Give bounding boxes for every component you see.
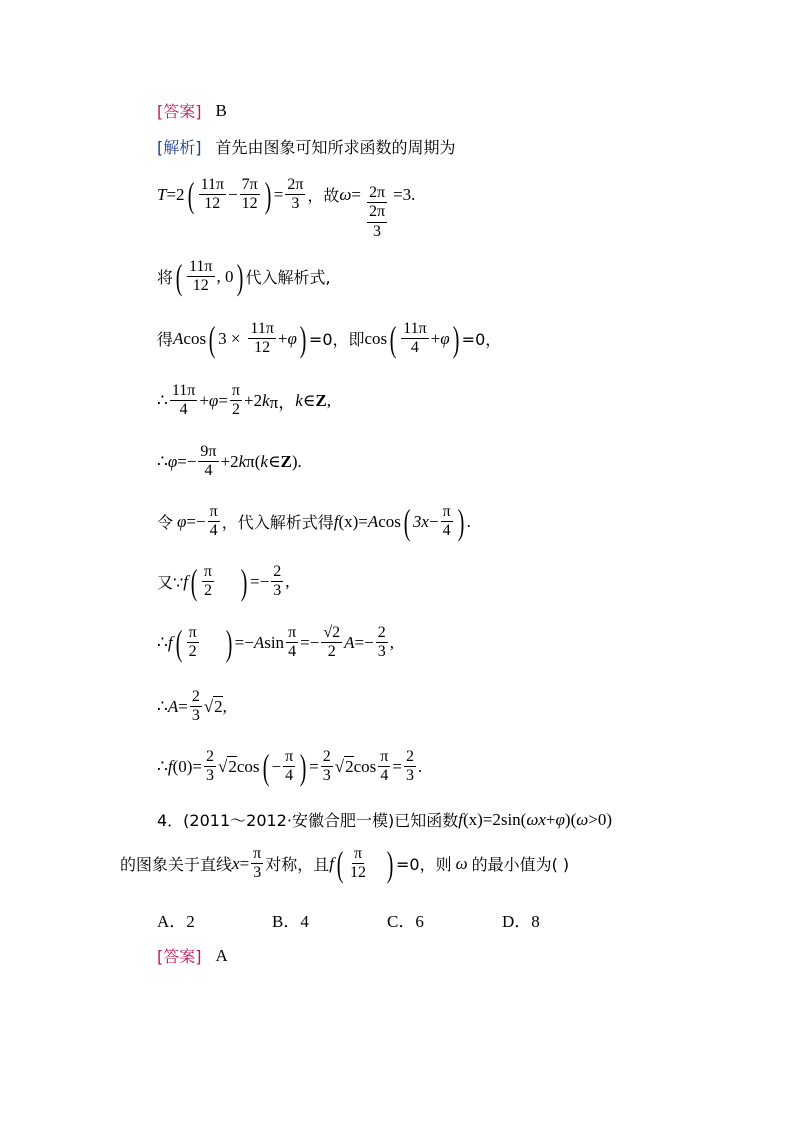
fraction: $\frac{2}{3}$: [191, 688, 200, 725]
text: =0，则: [395, 855, 452, 875]
equals: =: [218, 390, 228, 410]
right-paren: ): [240, 561, 248, 602]
var-A: A: [253, 632, 265, 652]
answer-line: [157, 99, 227, 122]
text: 又∵: [157, 573, 184, 593]
fraction: $\frac{\pi}{2}$: [203, 563, 212, 600]
fraction: $\frac{\pi}{2}$: [231, 382, 240, 419]
plus: +: [545, 809, 556, 829]
options-row: [157, 907, 617, 932]
var-f: f: [458, 809, 463, 829]
func-cos: cos: [353, 756, 377, 776]
equals: =: [392, 756, 402, 776]
var-omega: ω: [339, 184, 352, 204]
fraction: $\frac{\pi}{12}$: [349, 845, 366, 882]
right-paren: ): [225, 622, 232, 663]
let-phi-line: [157, 503, 471, 541]
fraction: $\frac{7\pi}{12}$: [241, 175, 258, 213]
var-A: A: [367, 511, 379, 531]
sqrt-symbol: √: [334, 756, 345, 776]
func-cos: cos: [364, 328, 388, 348]
text: (x)=: [338, 511, 368, 531]
text: >0): [588, 809, 613, 829]
fraction: $\frac{2}{3}$: [205, 748, 214, 785]
func-cos: cos: [183, 328, 207, 348]
fraction: $\frac{\pi}{2}$: [188, 624, 197, 661]
left-paren: (: [175, 622, 182, 663]
option-b: B．4: [272, 912, 309, 931]
text: ，代入解析式得: [221, 513, 334, 533]
option-d: D．8: [502, 912, 540, 931]
therefore-line-2: [157, 443, 302, 481]
equals: =−: [250, 571, 270, 591]
text: 的最小值为( ): [471, 855, 570, 875]
equals: =−: [177, 451, 197, 471]
var-omega: ω: [526, 809, 539, 829]
fraction: $\frac{2}{3}$: [322, 748, 331, 785]
left-paren: (: [403, 501, 411, 542]
sqrt-symbol: √: [203, 696, 214, 716]
equals: =−: [186, 511, 206, 531]
equals: =: [351, 184, 362, 204]
var-A: A: [167, 696, 179, 716]
var-phi: φ: [287, 328, 297, 348]
question-4-line-1: [157, 808, 612, 831]
var-omega: ω: [576, 809, 589, 829]
answer-value: B: [215, 100, 227, 120]
fraction: $\frac{\pi}{4}$: [209, 503, 218, 540]
answer-line-2: [157, 944, 228, 967]
substitute-line: [157, 258, 331, 296]
therefore-symbol: ∴: [157, 390, 168, 410]
text: =0，即: [308, 330, 365, 350]
left-paren: (: [262, 746, 269, 787]
text: (0)=: [172, 756, 202, 776]
text: π(: [246, 451, 261, 471]
fraction: $\frac{2}{3}$: [273, 563, 282, 600]
var-f: f: [329, 853, 334, 873]
equals: =−: [234, 632, 254, 652]
equals-2: =2: [166, 184, 185, 204]
radicand: 2: [228, 757, 237, 777]
text: , 0: [216, 266, 234, 286]
text: ,: [389, 632, 394, 652]
fraction: $\frac{\pi}{4}$: [380, 748, 389, 785]
left-paren: (: [389, 318, 397, 359]
minus: −: [228, 184, 238, 204]
left-paren: (: [336, 843, 344, 884]
question-text: 的图象关于直线: [120, 855, 233, 875]
period-equation: [157, 166, 416, 240]
right-paren: ): [457, 501, 464, 542]
fraction: $\frac{11\pi}{12}$: [189, 258, 213, 295]
text: 令: [157, 513, 174, 533]
equals: =−: [300, 632, 320, 652]
func-sin: sin: [264, 632, 285, 652]
therefore-symbol: ∴: [157, 632, 168, 652]
var-A: A: [173, 328, 184, 348]
text: +2: [243, 390, 263, 410]
text: ,: [222, 696, 227, 716]
text: 3 ×: [218, 328, 241, 348]
option-a: A．2: [157, 912, 195, 931]
text: 将: [157, 268, 174, 288]
fraction: $\frac{2\pi}{3}$: [287, 175, 304, 213]
var-k: k: [262, 390, 270, 410]
text: )(: [564, 809, 577, 829]
fraction: $\frac{11\pi}{4}$: [171, 382, 196, 419]
element-of: ∈: [302, 390, 316, 410]
equation-de: [157, 320, 501, 358]
plus: +: [199, 390, 209, 410]
text: +2: [220, 451, 239, 471]
radicand: 2: [345, 757, 354, 777]
var-f: f: [183, 571, 188, 591]
therefore-line-3: [157, 624, 394, 662]
plus: +: [277, 328, 288, 348]
var-A: A: [344, 632, 355, 652]
text: 3x: [412, 511, 429, 531]
var-x: x: [232, 853, 240, 873]
var-f: f: [167, 756, 173, 776]
equals: =: [178, 696, 188, 716]
func-cos: cos: [236, 756, 260, 776]
left-paren: (: [187, 174, 194, 215]
equals: =: [239, 853, 250, 873]
answer-tag: [答案]: [157, 947, 202, 966]
answer-value: A: [215, 945, 228, 965]
left-paren: (: [175, 256, 183, 297]
minus: −: [428, 511, 439, 531]
fraction: $\frac{2}{3}$: [377, 624, 386, 661]
option-c: C．6: [387, 912, 424, 931]
therefore-line-1: [157, 382, 331, 420]
analysis-line: [157, 135, 456, 158]
text: ,: [326, 390, 331, 410]
comma-therefore: ，故: [307, 186, 340, 206]
result: =3.: [393, 184, 416, 204]
fraction: $\frac{\pi}{4}$: [285, 748, 294, 785]
analysis-tag: [解析]: [157, 138, 202, 157]
right-paren: ): [236, 256, 243, 297]
left-paren: (: [190, 561, 198, 602]
text: .: [466, 511, 471, 531]
left-paren: (: [208, 318, 216, 359]
right-paren: ): [299, 318, 307, 359]
var-phi: φ: [208, 390, 219, 410]
therefore-symbol: ∴: [157, 451, 168, 471]
fraction: $\frac{√2}{2}$: [323, 624, 341, 661]
text: ,: [285, 571, 290, 591]
var-phi: φ: [440, 328, 450, 348]
text: 对称，且: [265, 855, 330, 875]
integers: Z: [280, 451, 292, 471]
var-omega: ω: [455, 853, 468, 873]
fraction: $\frac{\pi}{4}$: [288, 624, 297, 661]
element-of: ∈: [267, 451, 281, 471]
text: π，: [269, 393, 296, 413]
equals: =: [309, 756, 319, 776]
analysis-text: 首先由图象可知所求函数的周期为: [215, 138, 456, 157]
radicand: 2: [214, 697, 223, 717]
fraction: $\frac{11\pi}{12}$: [250, 320, 274, 357]
text: .: [417, 756, 423, 776]
fraction: $\frac{2}{3}$: [405, 748, 414, 785]
text: 代入解析式,: [245, 268, 331, 288]
equals: =−: [354, 632, 374, 652]
fraction: $\frac{11\pi}{4}$: [403, 320, 427, 357]
compound-fraction: $\frac{2\pi}{\frac{2\pi}{3}}$: [369, 184, 386, 240]
var-phi: φ: [177, 511, 187, 531]
therefore-line-5: [157, 748, 422, 786]
question-4-line-2: [120, 845, 569, 883]
var-phi: φ: [555, 809, 565, 829]
question-text: 4．(2011～2012·安徽合肥一模)已知函数: [157, 811, 459, 830]
equals: =: [273, 184, 284, 204]
minus: −: [271, 756, 282, 776]
therefore-symbol: ∴: [157, 756, 168, 776]
therefore-symbol: ∴: [157, 696, 168, 716]
var-phi: φ: [167, 451, 178, 471]
fraction: $\frac{\pi}{3}$: [253, 845, 262, 882]
var-f: f: [167, 632, 173, 652]
var-T: T: [157, 184, 167, 204]
text: =0，: [461, 330, 502, 350]
func-cos: cos: [378, 511, 401, 531]
right-paren: ): [386, 843, 394, 884]
text: 得: [157, 330, 174, 350]
answer-tag: [答案]: [157, 102, 202, 121]
text: (x)=2sin(: [462, 809, 527, 829]
right-paren: ): [452, 318, 459, 359]
right-paren: ): [299, 746, 307, 787]
fraction: $\frac{11\pi}{12}$: [200, 175, 225, 213]
therefore-line-4: [157, 688, 227, 726]
sqrt-symbol: √: [217, 756, 228, 776]
var-x: x: [538, 809, 546, 829]
integers: Z: [315, 390, 327, 410]
fraction: $\frac{9\pi}{4}$: [200, 443, 217, 480]
right-paren: ): [264, 174, 272, 215]
given-line: [157, 563, 289, 601]
var-k: k: [238, 451, 247, 471]
plus: +: [430, 328, 441, 348]
var-k: k: [295, 390, 303, 410]
text: ).: [291, 451, 302, 471]
fraction: $\frac{\pi}{4}$: [442, 503, 451, 540]
var-k: k: [260, 451, 268, 471]
var-f: f: [333, 511, 339, 531]
